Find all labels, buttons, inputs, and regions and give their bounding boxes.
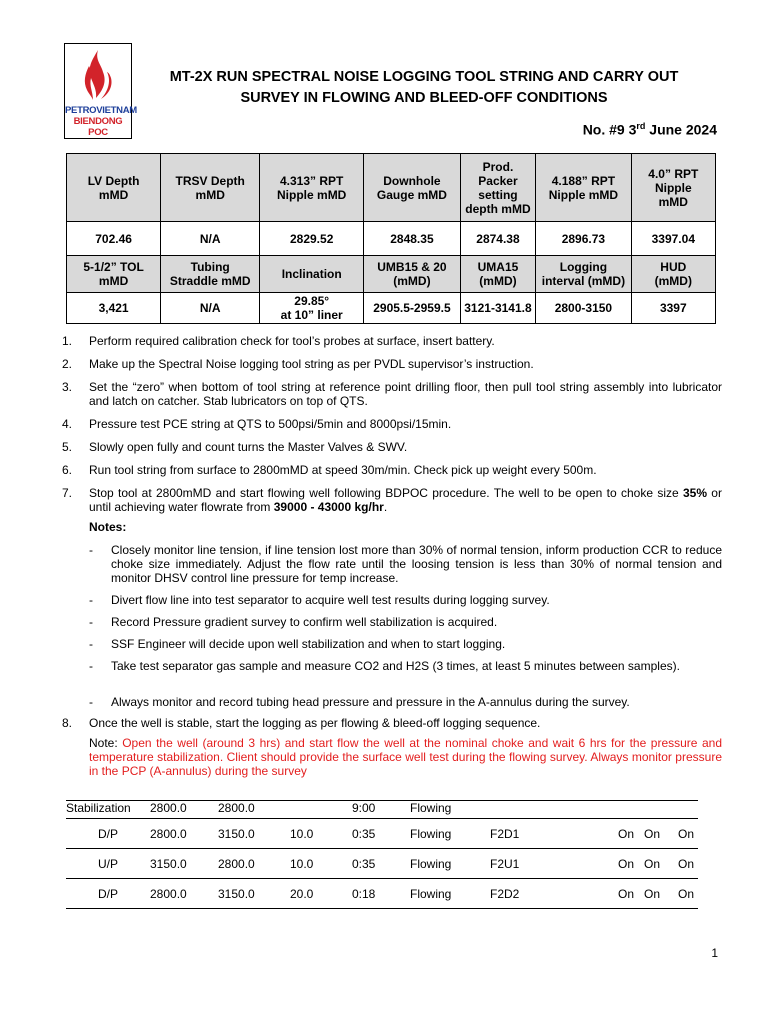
- sequence-cell-file: F2D1: [490, 819, 618, 849]
- table-cell: [460, 256, 535, 293]
- table-cell: [260, 256, 364, 293]
- cell-line: Nipple mMD: [548, 187, 619, 202]
- procedure-steps: [62, 334, 722, 778]
- sequence-row: [66, 879, 698, 909]
- table-cell: [536, 293, 631, 324]
- sequence-cell-speed: 10.0: [290, 819, 352, 849]
- sequence-cell-from: 2800.0: [150, 801, 218, 819]
- value-row-2: [67, 293, 716, 324]
- table-cell: 2896.73: [536, 222, 631, 256]
- cell-line: 3,421: [98, 301, 129, 315]
- cell-line: Packer: [478, 173, 518, 188]
- cell-line: mMD: [98, 274, 129, 288]
- step-text: Set the “zero” when bottom of tool string at reference point drilling floor, then pull tool string assembly into lubricator and latch on catcher. Stab lubricators on top of QTS.: [89, 380, 722, 408]
- sequence-cell-speed: 20.0: [290, 879, 352, 909]
- sequence-cell-file: F2U1: [490, 849, 618, 879]
- cell-line: HUD: [660, 260, 687, 274]
- sequence-cell-pass: Stabilization: [66, 801, 150, 819]
- note-dash: -: [89, 695, 93, 709]
- table-cell: [260, 154, 364, 222]
- cell-line: interval (mMD): [541, 274, 626, 288]
- cell-line: setting: [478, 187, 518, 202]
- water-flowrate: 39000 - 43000 kg/hr: [273, 500, 384, 514]
- table-cell: 2829.52: [260, 222, 364, 256]
- sequence-cell-time: 9:00: [352, 801, 410, 819]
- step-number: 7.: [62, 486, 73, 500]
- sequence-cell-c1: On: [618, 819, 644, 849]
- header-row-1: [67, 154, 716, 222]
- note-dash: -: [89, 615, 93, 629]
- cell-line: UMB15 & 20: [377, 260, 447, 274]
- sequence-row: [66, 819, 698, 849]
- step8-note: [89, 736, 722, 778]
- step-5: [62, 440, 722, 454]
- cell-line: 3397: [659, 301, 687, 315]
- cell-line: mMD: [98, 187, 129, 202]
- step-text: Once the well is stable, start the logging as per flowing & bleed-off logging sequence.: [89, 716, 541, 730]
- table-cell: [260, 293, 364, 324]
- sequence-cell-c3: On: [678, 879, 698, 909]
- sequence-cell-cond: Flowing: [410, 879, 490, 909]
- cell-line: Straddle mMD: [169, 274, 251, 288]
- note-item: [89, 637, 722, 651]
- table-cell: [364, 293, 461, 324]
- step7-text-c: .: [383, 500, 388, 514]
- step-text: Run tool string from surface to 2800mMD at speed 30m/min. Check pick up weight every 500m.: [89, 463, 597, 477]
- table-cell: [631, 154, 715, 222]
- step-number: 5.: [62, 440, 73, 454]
- table-cell: [67, 293, 161, 324]
- cell-line: Tubing: [190, 260, 230, 274]
- sequence-cell-cond: Flowing: [410, 801, 490, 819]
- cell-line: 3121-3141.8: [464, 301, 532, 315]
- step-7: [62, 486, 722, 514]
- step-6: [62, 463, 722, 477]
- note-text: Record Pressure gradient survey to confirm well stabilization is acquired.: [111, 615, 498, 629]
- sequence-cell-time: 0:35: [352, 849, 410, 879]
- cell-line: depth mMD: [465, 201, 531, 216]
- note-text: Take test separator gas sample and measure CO2 and H2S (3 times, at least 5 minutes between samples).: [111, 659, 680, 673]
- sequence-cell-c1: [618, 801, 644, 819]
- logo-text-biendong: BIENDONG POC: [73, 116, 123, 138]
- table-cell: [536, 154, 631, 222]
- sequence-cell-c3: On: [678, 819, 698, 849]
- sequence-cell-time: 0:18: [352, 879, 410, 909]
- cell-line: UMA15: [477, 260, 519, 274]
- table-cell: [631, 293, 715, 324]
- step-3: [62, 380, 722, 408]
- sequence-cell-time: 0:35: [352, 819, 410, 849]
- sequence-cell-file: [490, 801, 618, 819]
- cell-line: (mMD): [654, 274, 692, 288]
- sequence-cell-to: 3150.0: [218, 879, 290, 909]
- sequence-cell-cond: Flowing: [410, 819, 490, 849]
- sequence-cell-c2: [644, 801, 678, 819]
- step-1: [62, 334, 722, 348]
- sequence-row: [66, 801, 698, 819]
- cell-line: LV Depth: [87, 173, 140, 188]
- company-logo: [64, 43, 137, 139]
- choke-size: 35%: [682, 486, 707, 500]
- cell-line: Nipple mMD: [277, 187, 347, 202]
- cell-line: Nipple: [654, 180, 692, 195]
- cell-line: Inclination: [281, 267, 342, 281]
- sequence-cell-file: F2D2: [490, 879, 618, 909]
- sequence-cell-speed: 10.0: [290, 849, 352, 879]
- cell-line: Gauge mMD: [376, 187, 447, 202]
- step-number: 3.: [62, 380, 73, 394]
- sequence-cell-c3: On: [678, 849, 698, 879]
- sequence-cell-pass: D/P: [66, 819, 150, 849]
- step-number: 2.: [62, 357, 73, 371]
- step-2: [62, 357, 722, 371]
- cell-line: mMD: [658, 194, 688, 209]
- table-cell: 702.46: [67, 222, 161, 256]
- cell-line: 2800-3150: [554, 301, 613, 315]
- cell-line: 5-1/2” TOL: [83, 260, 144, 274]
- table-cell: 2848.35: [364, 222, 461, 256]
- sequence-cell-c3: [678, 801, 698, 819]
- cell-line: Prod.: [482, 159, 514, 174]
- step-text: [89, 486, 722, 514]
- note-item: [89, 543, 722, 585]
- note-dash: -: [89, 543, 93, 557]
- step-8: [62, 716, 722, 730]
- sequence-row: [66, 849, 698, 879]
- table-cell: [536, 256, 631, 293]
- note-text: Divert flow line into test separator to acquire well test results during logging survey.: [111, 593, 550, 607]
- table-cell: N/A: [161, 222, 260, 256]
- note-text: Always monitor and record tubing head pressure and pressure in the A-annulus during the survey.: [111, 695, 630, 709]
- step-number: 8.: [62, 716, 73, 730]
- note-dash: -: [89, 637, 93, 651]
- table-cell: [161, 154, 260, 222]
- step-number: 4.: [62, 417, 73, 431]
- table-cell: 2874.38: [460, 222, 535, 256]
- cell-line: mMD: [195, 187, 225, 202]
- sequence-cell-from: 2800.0: [150, 819, 218, 849]
- sequence-cell-to: 3150.0: [218, 819, 290, 849]
- table-cell: [67, 154, 161, 222]
- step-text: Pressure test PCE string at QTS to 500psi/5min and 8000psi/15min.: [89, 417, 452, 431]
- sequence-cell-c2: On: [644, 879, 678, 909]
- logo-text-petrovietnam: PETROVIETNAM: [65, 105, 137, 116]
- step7-text-b: or until achieving water flowrate from: [89, 486, 722, 514]
- table-cell: [67, 256, 161, 293]
- table-cell: [161, 293, 260, 324]
- sequence-cell-speed: [290, 801, 352, 819]
- doc-number-sup: rd: [636, 121, 646, 131]
- document-title: MT-2X RUN SPECTRAL NOISE LOGGING TOOL STRING AND CARRY OUT SURVEY IN FLOWING AND BLEED-OFF CONDITIONS: [169, 69, 679, 106]
- cell-line: Logging: [559, 260, 608, 274]
- table-cell: [364, 154, 461, 222]
- doc-number-date: June 2024: [645, 121, 717, 138]
- document-number: [583, 121, 717, 138]
- cell-line: 29.85°: [294, 294, 330, 308]
- step-text: Slowly open fully and count turns the Master Valves & SWV.: [89, 440, 408, 454]
- cell-line: 4.313” RPT: [280, 173, 344, 188]
- table-cell: [631, 256, 715, 293]
- step-text: Perform required calibration check for tool’s probes at surface, insert battery.: [89, 334, 495, 348]
- flame-icon: [65, 44, 131, 104]
- steps-list: [62, 334, 722, 477]
- sequence-cell-to: 2800.0: [218, 801, 290, 819]
- doc-number-prefix: No. #9 3: [582, 121, 637, 138]
- table-cell: 3397.04: [631, 222, 715, 256]
- sequence-cell-c2: On: [644, 849, 678, 879]
- cell-line: 4.188” RPT: [551, 173, 616, 188]
- note-dash: -: [89, 659, 93, 673]
- sequence-cell-c2: On: [644, 819, 678, 849]
- header-row-2: [67, 256, 716, 293]
- step-number: 1.: [62, 334, 73, 348]
- note-text: Closely monitor line tension, if line tension lost more than 30% of normal tension, inform production CCR to reduce choke size immediately. Adjust the flow rate until the loosing tension is less than 30% of normal tension and monitor DHSV control line pressure for temp increase.: [111, 543, 722, 585]
- step7-text-a: Stop tool at 2800mMD and start flowing well following BDPOC procedure. The well to be open to choke size: [89, 486, 683, 500]
- table-cell: [161, 256, 260, 293]
- sequence-cell-c1: On: [618, 849, 644, 879]
- cell-line: N/A: [199, 301, 221, 315]
- table-cell: [460, 293, 535, 324]
- note-dash: -: [89, 593, 93, 607]
- notes-heading: Notes:: [89, 520, 127, 534]
- notes-list: [62, 543, 722, 709]
- step-4: [62, 417, 722, 431]
- sequence-cell-pass: U/P: [66, 849, 150, 879]
- sequence-cell-pass: D/P: [66, 879, 150, 909]
- note-text: SSF Engineer will decide upon well stabilization and when to start logging.: [111, 637, 506, 651]
- note-item: [89, 615, 722, 629]
- cell-line: 2905.5-2959.5: [373, 301, 451, 315]
- note-label: Note:: [89, 736, 123, 750]
- cell-line: at 10” liner: [280, 308, 343, 322]
- value-row-1: [67, 222, 716, 256]
- step-number: 6.: [62, 463, 73, 477]
- note-item: [89, 593, 722, 607]
- table-cell: [460, 154, 535, 222]
- note-item: [89, 659, 722, 673]
- sequence-cell-from: 3150.0: [150, 849, 218, 879]
- sequence-cell-to: 2800.0: [218, 849, 290, 879]
- sequence-cell-cond: Flowing: [410, 849, 490, 879]
- cell-line: 4.0” RPT: [648, 166, 699, 181]
- sequence-cell-c1: On: [618, 879, 644, 909]
- page-number: 1: [711, 946, 718, 960]
- logging-sequence-table: [66, 800, 698, 909]
- cell-line: TRSV Depth: [175, 173, 245, 188]
- step-text: Make up the Spectral Noise logging tool string as per PVDL supervisor’s instruction.: [89, 357, 534, 371]
- table-cell: [364, 256, 461, 293]
- note-item: [89, 695, 722, 709]
- cell-line: Downhole: [383, 173, 441, 188]
- note-red-text: Open the well (around 3 hrs) and start flow the well at the nominal choke and wait 6 hrs for the pressure and temperature stabilization. Client should provide the surface well test during the flowing survey. Always monitor pressure in the PCP (A-annulus) during the survey: [89, 736, 723, 778]
- sequence-cell-from: 2800.0: [150, 879, 218, 909]
- cell-line: (mMD): [393, 274, 431, 288]
- well-info-table: [66, 153, 716, 324]
- cell-line: (mMD): [479, 274, 517, 288]
